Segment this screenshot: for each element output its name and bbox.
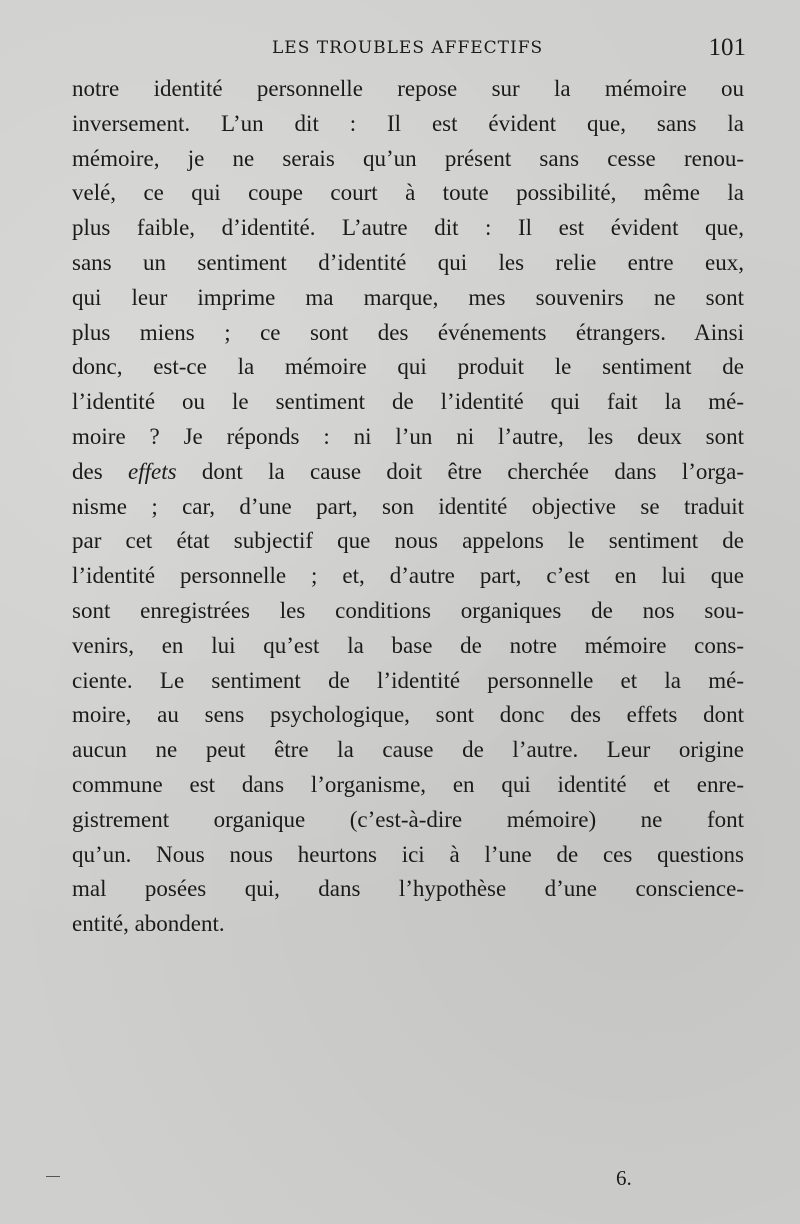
text-line: plus miens ; ce sont des événements étrangers. Ainsi [72, 319, 744, 345]
text-line: nisme ; car, d’une part, son identité objective se traduit [72, 493, 744, 519]
text-line: par cet état subjectif que nous appelons le sentiment de [72, 528, 744, 554]
page-number: 101 [708, 34, 746, 61]
text-line: velé, ce qui coupe court à toute possibilité, même la [72, 180, 744, 206]
text-line: inversement. L’un dit : Il est évident que, sans la [72, 110, 744, 136]
signature-mark: 6. [616, 1166, 632, 1190]
text-line: gistrement organique (c’est-à-dire mémoire) ne font [72, 806, 744, 832]
text-line: moire, au sens psychologique, sont donc des effets dont [72, 702, 744, 728]
text-line: aucun ne peut être la cause de l’autre. Leur origine [72, 737, 744, 763]
text-line: mal posées qui, dans l’hypothèse d’une conscience- [72, 876, 744, 902]
text-line: notre identité personnelle repose sur la mémoire ou [72, 76, 744, 101]
text-line-last: entité, abondent. [72, 911, 225, 937]
text-line: l’identité ou le sentiment de l’identité qui fait la mé- [72, 389, 744, 415]
text-line: ciente. Le sentiment de l’identité personnelle et la mé- [72, 667, 744, 693]
text-line: qui leur imprime ma marque, mes souvenirs ne sont [72, 284, 744, 310]
italic-word: effets [128, 458, 177, 484]
text-line: commune est dans l’organisme, en qui identité et enre- [72, 771, 744, 797]
text-line: sont enregistrées les conditions organiques de nos sou- [72, 597, 744, 623]
text-line: l’identité personnelle ; et, d’autre part, c’est en lui que [72, 563, 744, 589]
text-segment: dont la cause doit être cherchée dans l’orga- [176, 458, 744, 484]
text-line: donc, est-ce la mémoire qui produit le sentiment de [72, 354, 744, 380]
running-head [0, 36, 800, 66]
body-paragraph [72, 72, 744, 942]
text-line: moire ? Je réponds : ni l’un ni l’autre, les deux sont [72, 423, 744, 449]
text-line: sans un sentiment d’identité qui les relie entre eux, [72, 249, 744, 275]
text-line: qu’un. Nous nous heurtons ici à l’une de ces questions [72, 841, 744, 867]
running-title: LES TROUBLES AFFECTIFS [272, 38, 544, 58]
text-line: venirs, en lui qu’est la base de notre mémoire cons- [72, 632, 744, 658]
text-line: mémoire, je ne serais qu’un présent sans cesse renou- [72, 145, 744, 171]
margin-dash [46, 1176, 60, 1177]
text-line: plus faible, d’identité. L’autre dit : Il est évident que, [72, 215, 744, 241]
text-line-with-italic [72, 455, 744, 490]
text-segment: des [72, 458, 128, 484]
